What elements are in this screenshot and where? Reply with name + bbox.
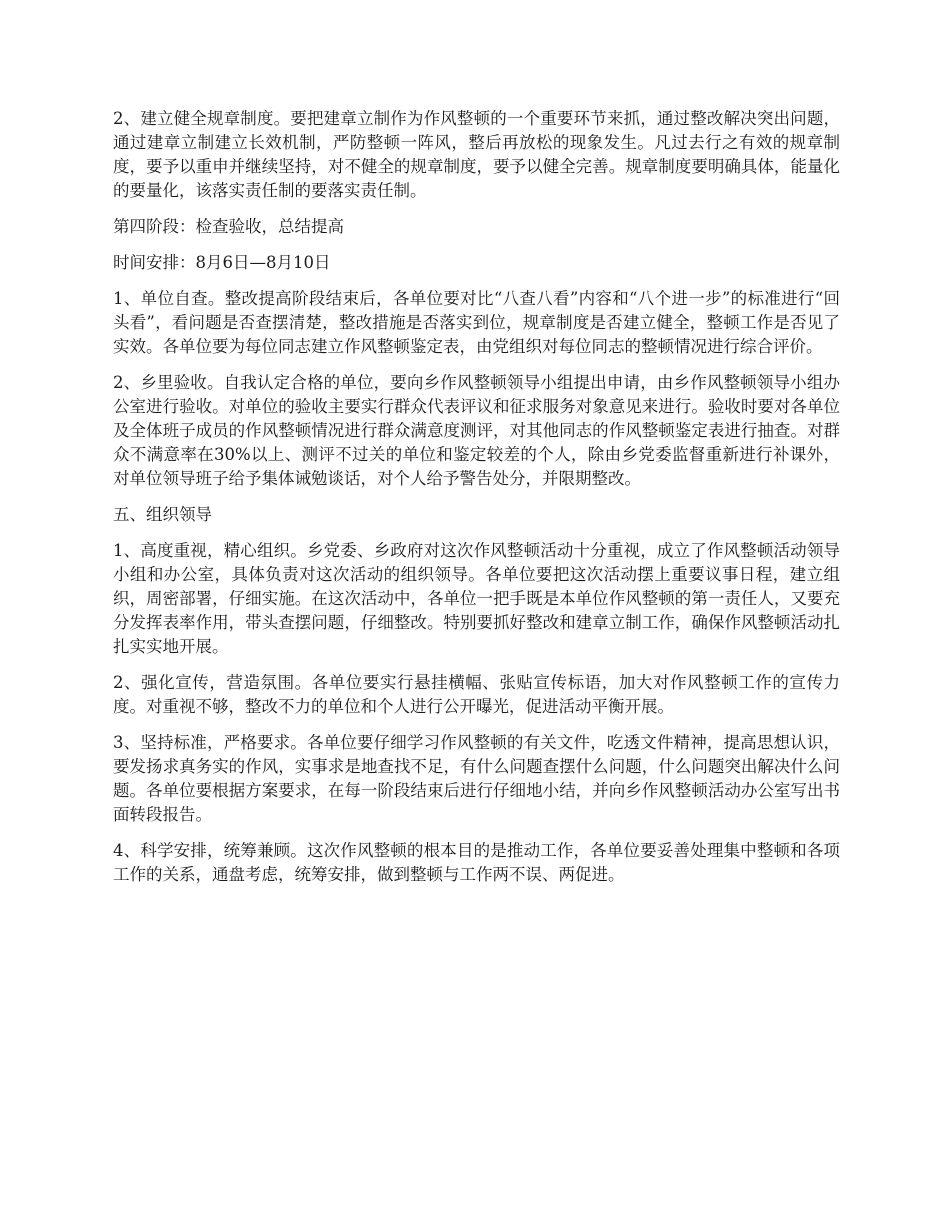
paragraph-regulations: 2、建立健全规章制度。要把建章立制作为作风整顿的一个重要环节来抓，通过整改解决突出问题，通过建章立制建立长效机制，严防整顿一阵风，整后再放松的现象发生。凡过去行之有效的规章制度，要予以重申并继续坚持，对不健全的规章制度，要予以健全完善。规章制度要明确具体，能量化的要量化，该落实责任制的要落实责任制。 <box>113 109 840 200</box>
section-heading-leadership: 五、组织领导 <box>113 505 212 524</box>
paragraph-self-check: 1、单位自查。整改提高阶段结束后，各单位要对比“八查八看”内容和“八个进一步”的标准进行“回头看”，看问题是否查摆清楚，整改措施是否落实到位，规章制度是否建立健全，整顿工作是否见了实效。各单位要为每位同志建立作风整顿鉴定表，由党组织对每位同志的整顿情况进行综合评价。 <box>113 289 840 356</box>
paragraph-arrangement: 4、科学安排，统筹兼顾。这次作风整顿的根本目的是推动工作，各单位要妥善处理集中整顿和各项工作的关系，通盘考虑，统筹安排，做到整顿与工作两不误、两促进。 <box>113 841 840 884</box>
paragraph-publicity: 2、强化宣传，营造氛围。各单位要实行悬挂横幅、张贴宣传标语，加大对作风整顿工作的宣传力度。对重视不够，整改不力的单位和个人进行公开曝光，促进活动平衡开展。 <box>113 673 840 716</box>
document-body <box>113 107 840 899</box>
paragraph-attention: 1、高度重视，精心组织。乡党委、乡政府对这次作风整顿活动十分重视，成立了作风整顿活动领导小组和办公室，具体负责对这次活动的组织领导。各单位要把这次活动摆上重要议事日程，建立组织，周密部署，仔细实施。在这次活动中，各单位一把手既是本单位作风整顿的第一责任人，又要充分发挥表率作用，带头查摆问题，仔细整改。特别要抓好整改和建章立制工作，确保作风整顿活动扎扎实实地开展。 <box>113 541 840 656</box>
section-heading-stage-four: 第四阶段：检查验收，总结提高 <box>113 217 344 236</box>
paragraph-standards: 3、坚持标准，严格要求。各单位要仔细学习作风整顿的有关文件，吃透文件精神，提高思想认识，要发扬求真务实的作风，实事求是地查找不足，有什么问题查摆什么问题，什么问题突出解决什么问题。各单位要根据方案要求，在每一阶段结束后进行仔细地小结，并向乡作风整顿活动办公室写出书面转段报告。 <box>113 733 840 824</box>
paragraph-township-acceptance: 2、乡里验收。自我认定合格的单位，要向乡作风整顿领导小组提出申请，由乡作风整顿领导小组办公室进行验收。对单位的验收主要实行群众代表评议和征求服务对象意见来进行。验收时要对各单位及全体班子成员的作风整顿情况进行群众满意度测评，对其他同志的作风整顿鉴定表进行抽查。对群众不满意率在30%以上、测评不过关的单位和鉴定较差的个人，除由乡党委监督重新进行补课外，对单位领导班子给予集体诫勉谈话，对个人给予警告处分，并限期整改。 <box>113 373 840 488</box>
schedule-line: 时间安排：8月6日—8月10日 <box>113 253 331 272</box>
